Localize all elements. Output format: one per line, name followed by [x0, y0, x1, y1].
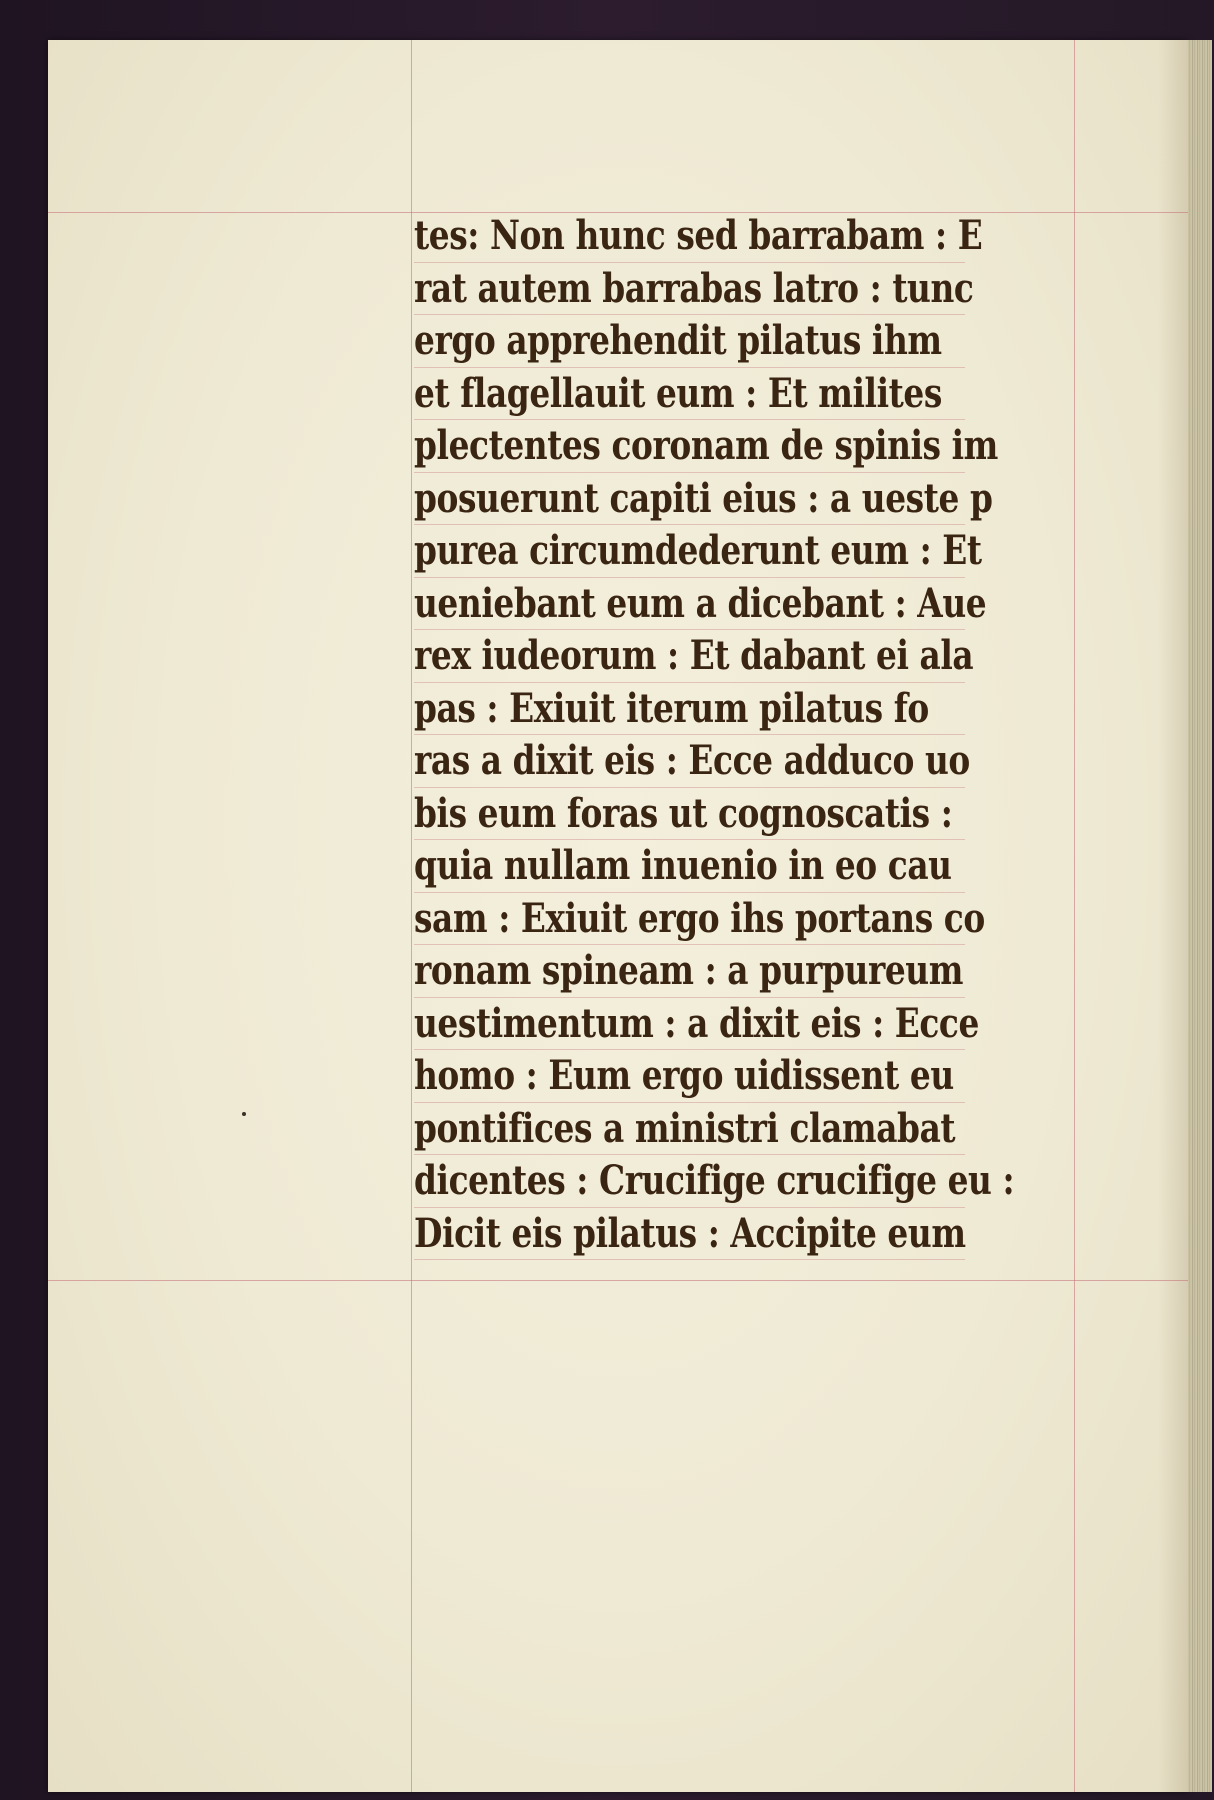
text-line: ueniebant eum a dicebant : Aue [414, 578, 965, 631]
text-line: homo : Eum ergo uidissent eu [414, 1050, 965, 1103]
text-line: ronam spineam : a purpureum [414, 945, 965, 998]
ink-dot [242, 1112, 246, 1116]
text-line: purea circumdederunt eum : Et [414, 525, 965, 578]
text-line: rex iudeorum : Et dabant ei ala [414, 630, 965, 683]
text-line: uestimentum : a dixit eis : Ecce [414, 998, 965, 1051]
text-line: tes: Non hunc sed barrabam : E [414, 210, 965, 263]
text-line: et flagellauit eum : Et milites [414, 368, 965, 421]
text-line: ras a dixit eis : Ecce adduco uo [414, 735, 965, 788]
ruling-bottom [48, 1280, 1188, 1281]
text-line: ergo apprehendit pilatus ihm [414, 315, 965, 368]
text-line: plectentes coronam de spinis im [414, 420, 965, 473]
text-line: bis eum foras ut cognoscatis : [414, 788, 965, 841]
text-line: Dicit eis pilatus : Accipite eum [414, 1208, 965, 1261]
text-line: rat autem barrabas latro : tunc [414, 263, 965, 316]
page-edge-stack [1188, 40, 1212, 1792]
text-line: pontifices a ministri clamabat [414, 1103, 965, 1156]
spine-shadow [1158, 40, 1188, 1792]
text-line: sam : Exiuit ergo ihs portans co [414, 893, 965, 946]
text-line: posuerunt capiti eius : a ueste p [414, 473, 965, 526]
text-line: quia nullam inuenio in eo cau [414, 840, 965, 893]
text-line: pas : Exiuit iterum pilatus fo [414, 683, 965, 736]
text-line: dicentes : Crucifige crucifige eu : [414, 1155, 965, 1208]
text-block [414, 210, 1086, 1260]
ruling-left [411, 40, 412, 1792]
